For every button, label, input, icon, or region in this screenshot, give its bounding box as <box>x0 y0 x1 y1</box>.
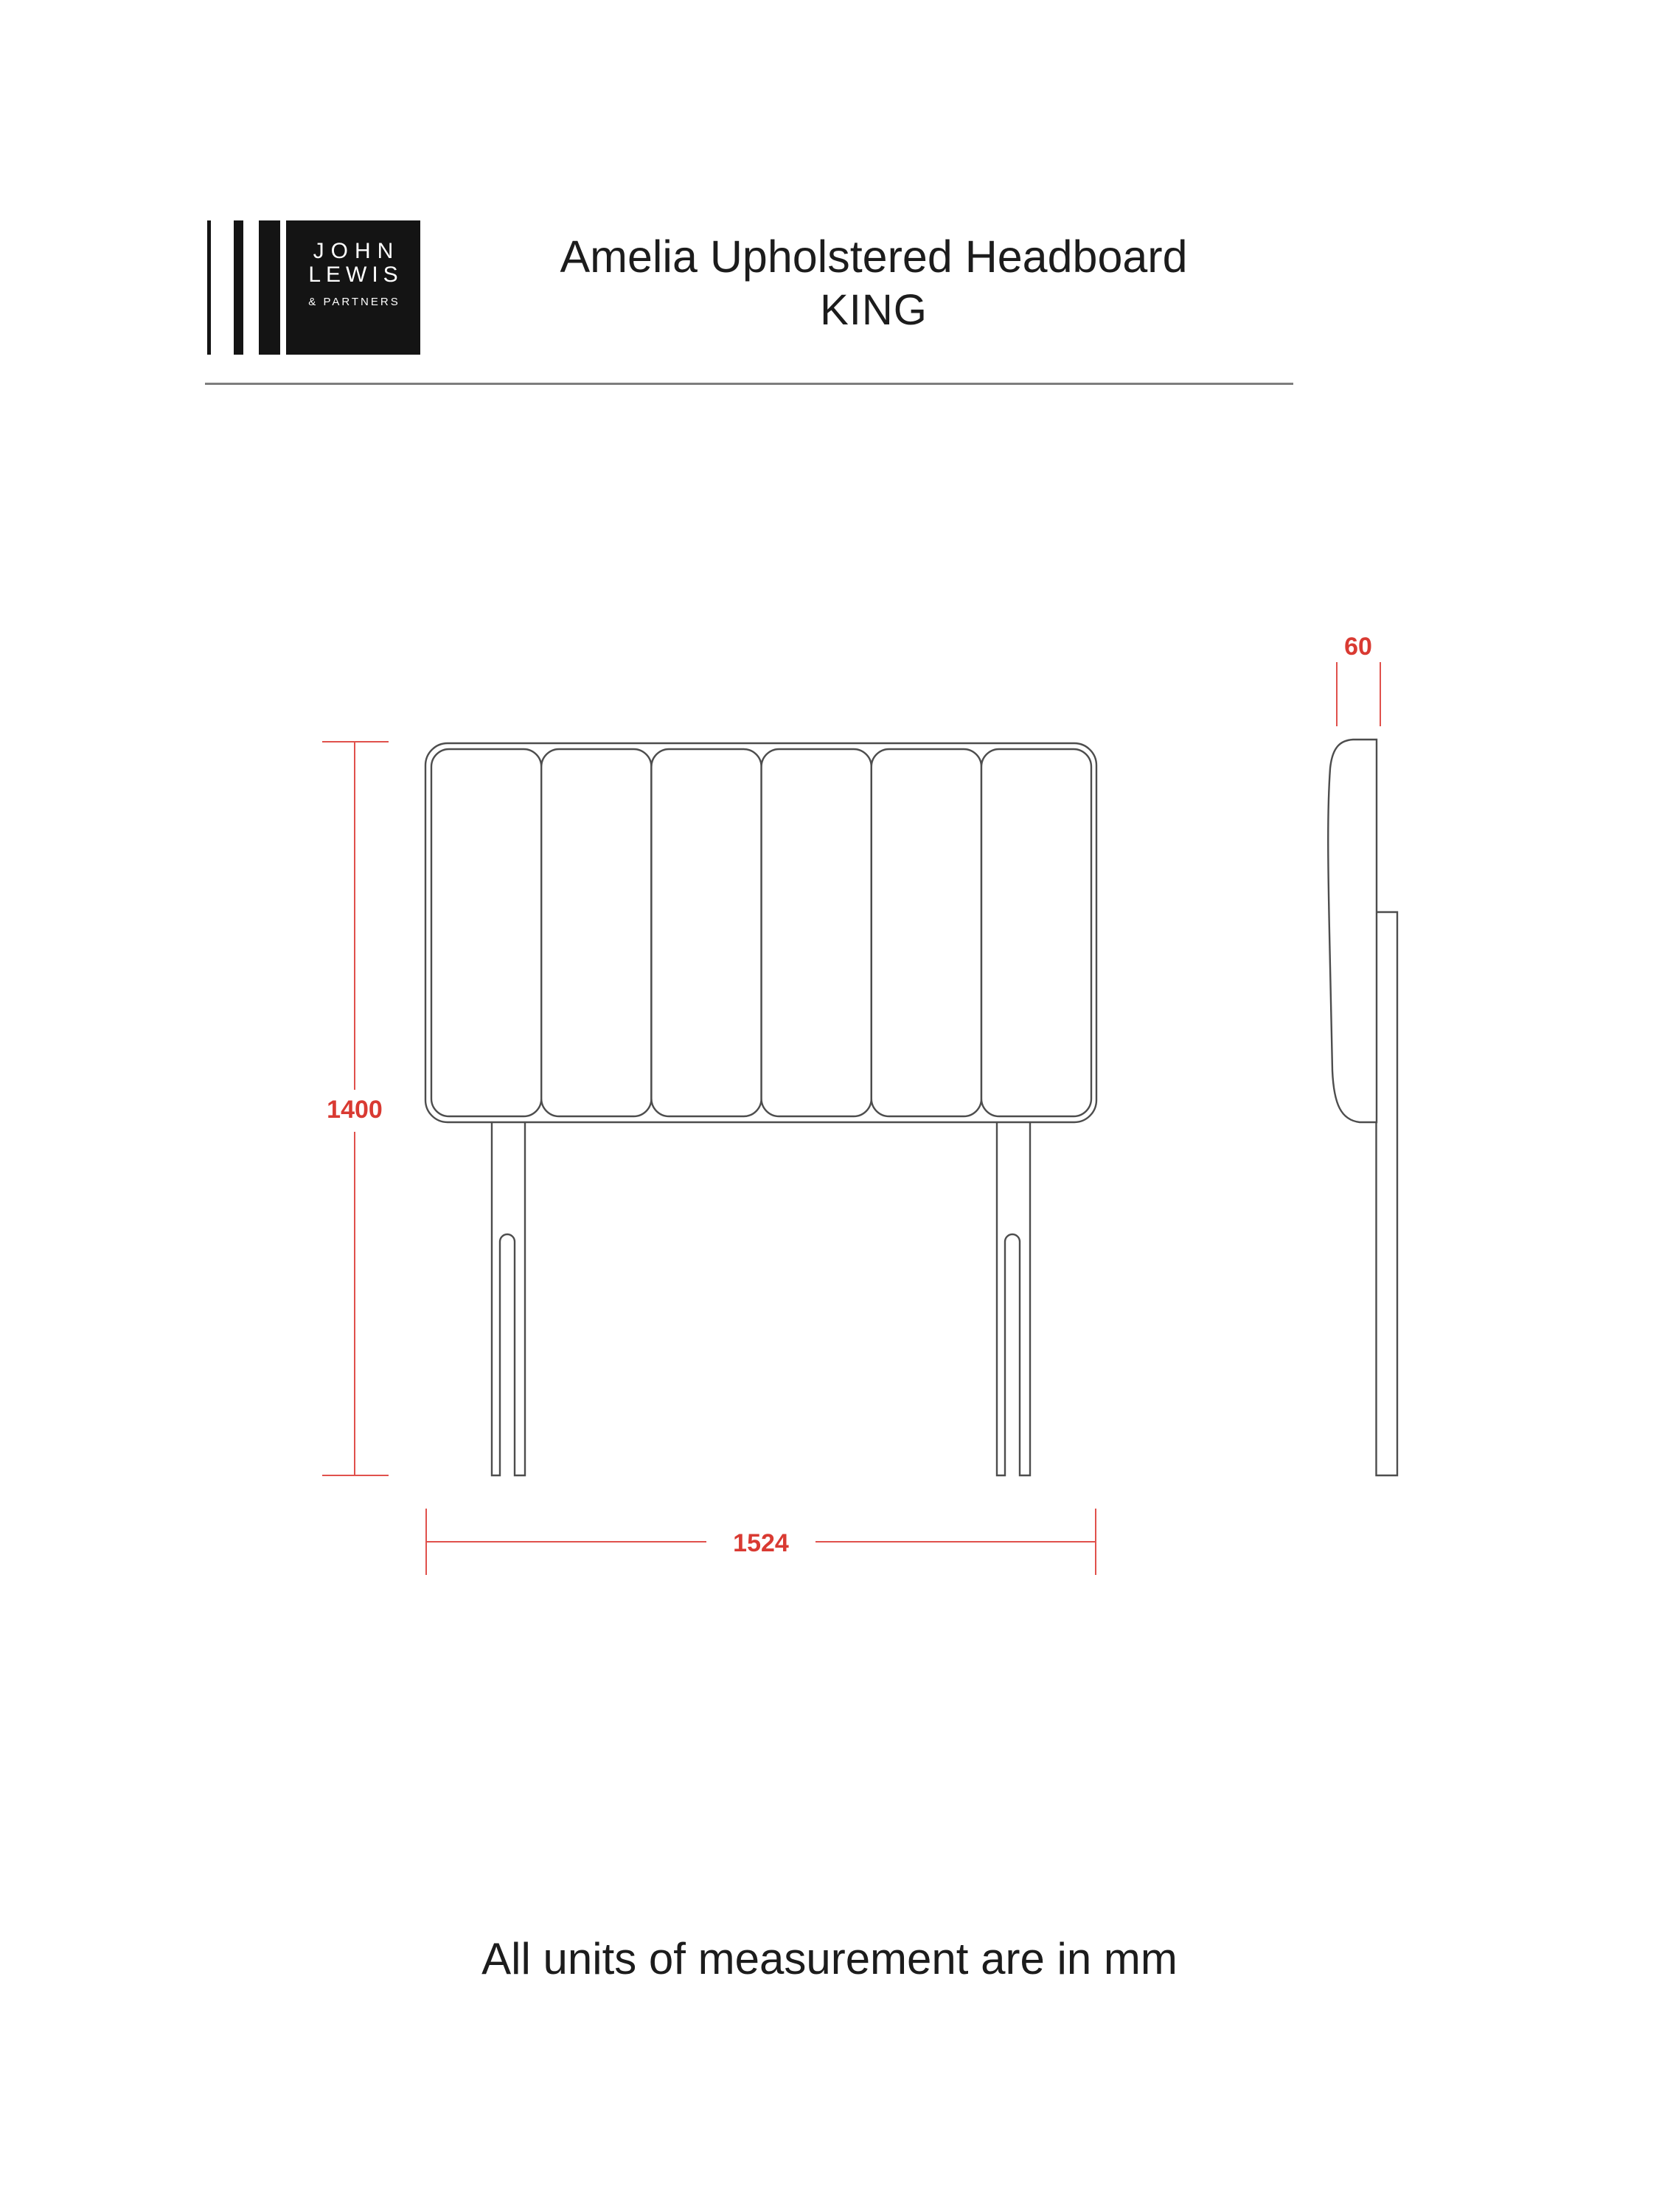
front-view <box>425 743 1096 1475</box>
dimension-height-label: 1400 <box>327 1096 383 1124</box>
dimension-depth-extension-lines <box>1337 662 1380 726</box>
logo-text-partners: & PARTNERS <box>308 296 400 308</box>
side-leg <box>1377 912 1398 1475</box>
cushion-panel <box>651 749 761 1116</box>
product-size: KING <box>820 286 928 334</box>
product-title: Amelia Upholstered Headboard <box>560 232 1188 282</box>
dimension-depth <box>1337 662 1380 726</box>
cushion-panel <box>872 749 981 1116</box>
front-left-leg <box>492 1121 525 1475</box>
cushion-panel <box>762 749 872 1116</box>
cushion-panel <box>981 749 1091 1116</box>
units-note: All units of measurement are in mm <box>481 1934 1178 1983</box>
logo-text-lewis: LEWIS <box>308 262 403 287</box>
side-view <box>1328 740 1397 1475</box>
cushion-panel <box>431 749 541 1116</box>
dimension-width-label: 1524 <box>733 1529 789 1557</box>
side-profile <box>1328 740 1377 1122</box>
logo-text-john: JOHN <box>313 239 400 263</box>
dimension-depth-label: 60 <box>1344 633 1372 661</box>
cushion-panels <box>431 749 1091 1116</box>
cushion-panel <box>541 749 651 1116</box>
front-right-leg <box>997 1121 1030 1475</box>
